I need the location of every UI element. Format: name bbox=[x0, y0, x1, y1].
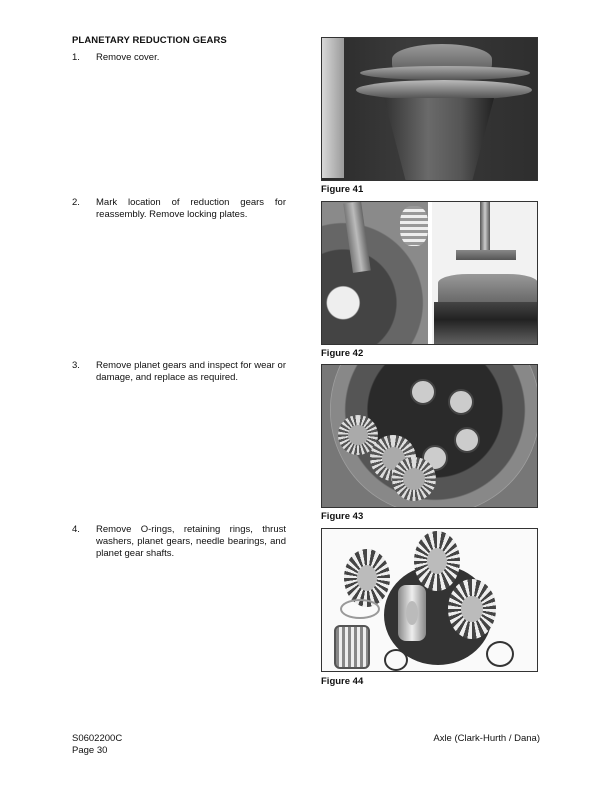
step-number: 2. bbox=[72, 197, 80, 208]
planet-gear bbox=[414, 531, 460, 591]
planet-gear-shaft bbox=[398, 585, 426, 641]
step-number: 1. bbox=[72, 52, 80, 63]
figure-42-caption: Figure 42 bbox=[321, 348, 364, 359]
figure-44-photo bbox=[321, 528, 538, 672]
shaft bbox=[480, 202, 490, 252]
housing-flange bbox=[356, 80, 532, 100]
planet-gear bbox=[448, 579, 496, 639]
figure-42-photo bbox=[321, 201, 538, 345]
step-2 bbox=[72, 197, 286, 221]
step-text: Remove planet gears and inspect for wear or damage, and replace as required. bbox=[96, 360, 286, 383]
section-title: PLANETARY REDUCTION GEARS bbox=[72, 35, 227, 46]
figure-41-photo bbox=[321, 37, 538, 181]
needle-bearing bbox=[334, 625, 370, 669]
o-ring bbox=[486, 641, 514, 667]
step-text: Mark location of reduction gears for reassembly. Remove locking plates. bbox=[96, 197, 286, 220]
figure-41-caption: Figure 41 bbox=[321, 184, 364, 195]
gloved-hand bbox=[322, 38, 344, 178]
footer-left bbox=[72, 733, 122, 757]
step-text: Remove O-rings, retaining rings, thrust washers, planet gears, needle bearings, and planet gear shafts. bbox=[96, 524, 286, 559]
figure-43-caption: Figure 43 bbox=[321, 511, 364, 522]
step-number: 4. bbox=[72, 524, 80, 535]
document-number: S0602200C bbox=[72, 733, 123, 744]
carrier-hole bbox=[410, 379, 436, 405]
planet-gear bbox=[344, 549, 390, 607]
step-number: 3. bbox=[72, 360, 80, 371]
carrier-hole bbox=[454, 427, 480, 453]
carrier-hole bbox=[448, 389, 474, 415]
housing-body bbox=[384, 98, 494, 181]
o-ring bbox=[384, 649, 408, 671]
figure-44-caption: Figure 44 bbox=[321, 676, 364, 687]
figure-43-photo bbox=[321, 364, 538, 508]
page-number: Page 30 bbox=[72, 745, 108, 756]
air-hose-coil bbox=[400, 206, 428, 246]
step-3 bbox=[72, 360, 286, 384]
footer-right bbox=[433, 733, 540, 745]
step-1 bbox=[72, 52, 286, 64]
cover-flange bbox=[360, 66, 530, 80]
carrier-base bbox=[434, 302, 538, 345]
step-4 bbox=[72, 524, 286, 560]
planet-gear bbox=[392, 457, 436, 501]
locking-plate bbox=[456, 250, 516, 260]
manual-title: Axle (Clark-Hurth / Dana) bbox=[433, 733, 540, 744]
carrier-body bbox=[438, 274, 538, 304]
step-text: Remove cover. bbox=[96, 52, 160, 63]
thrust-washer bbox=[340, 599, 380, 619]
